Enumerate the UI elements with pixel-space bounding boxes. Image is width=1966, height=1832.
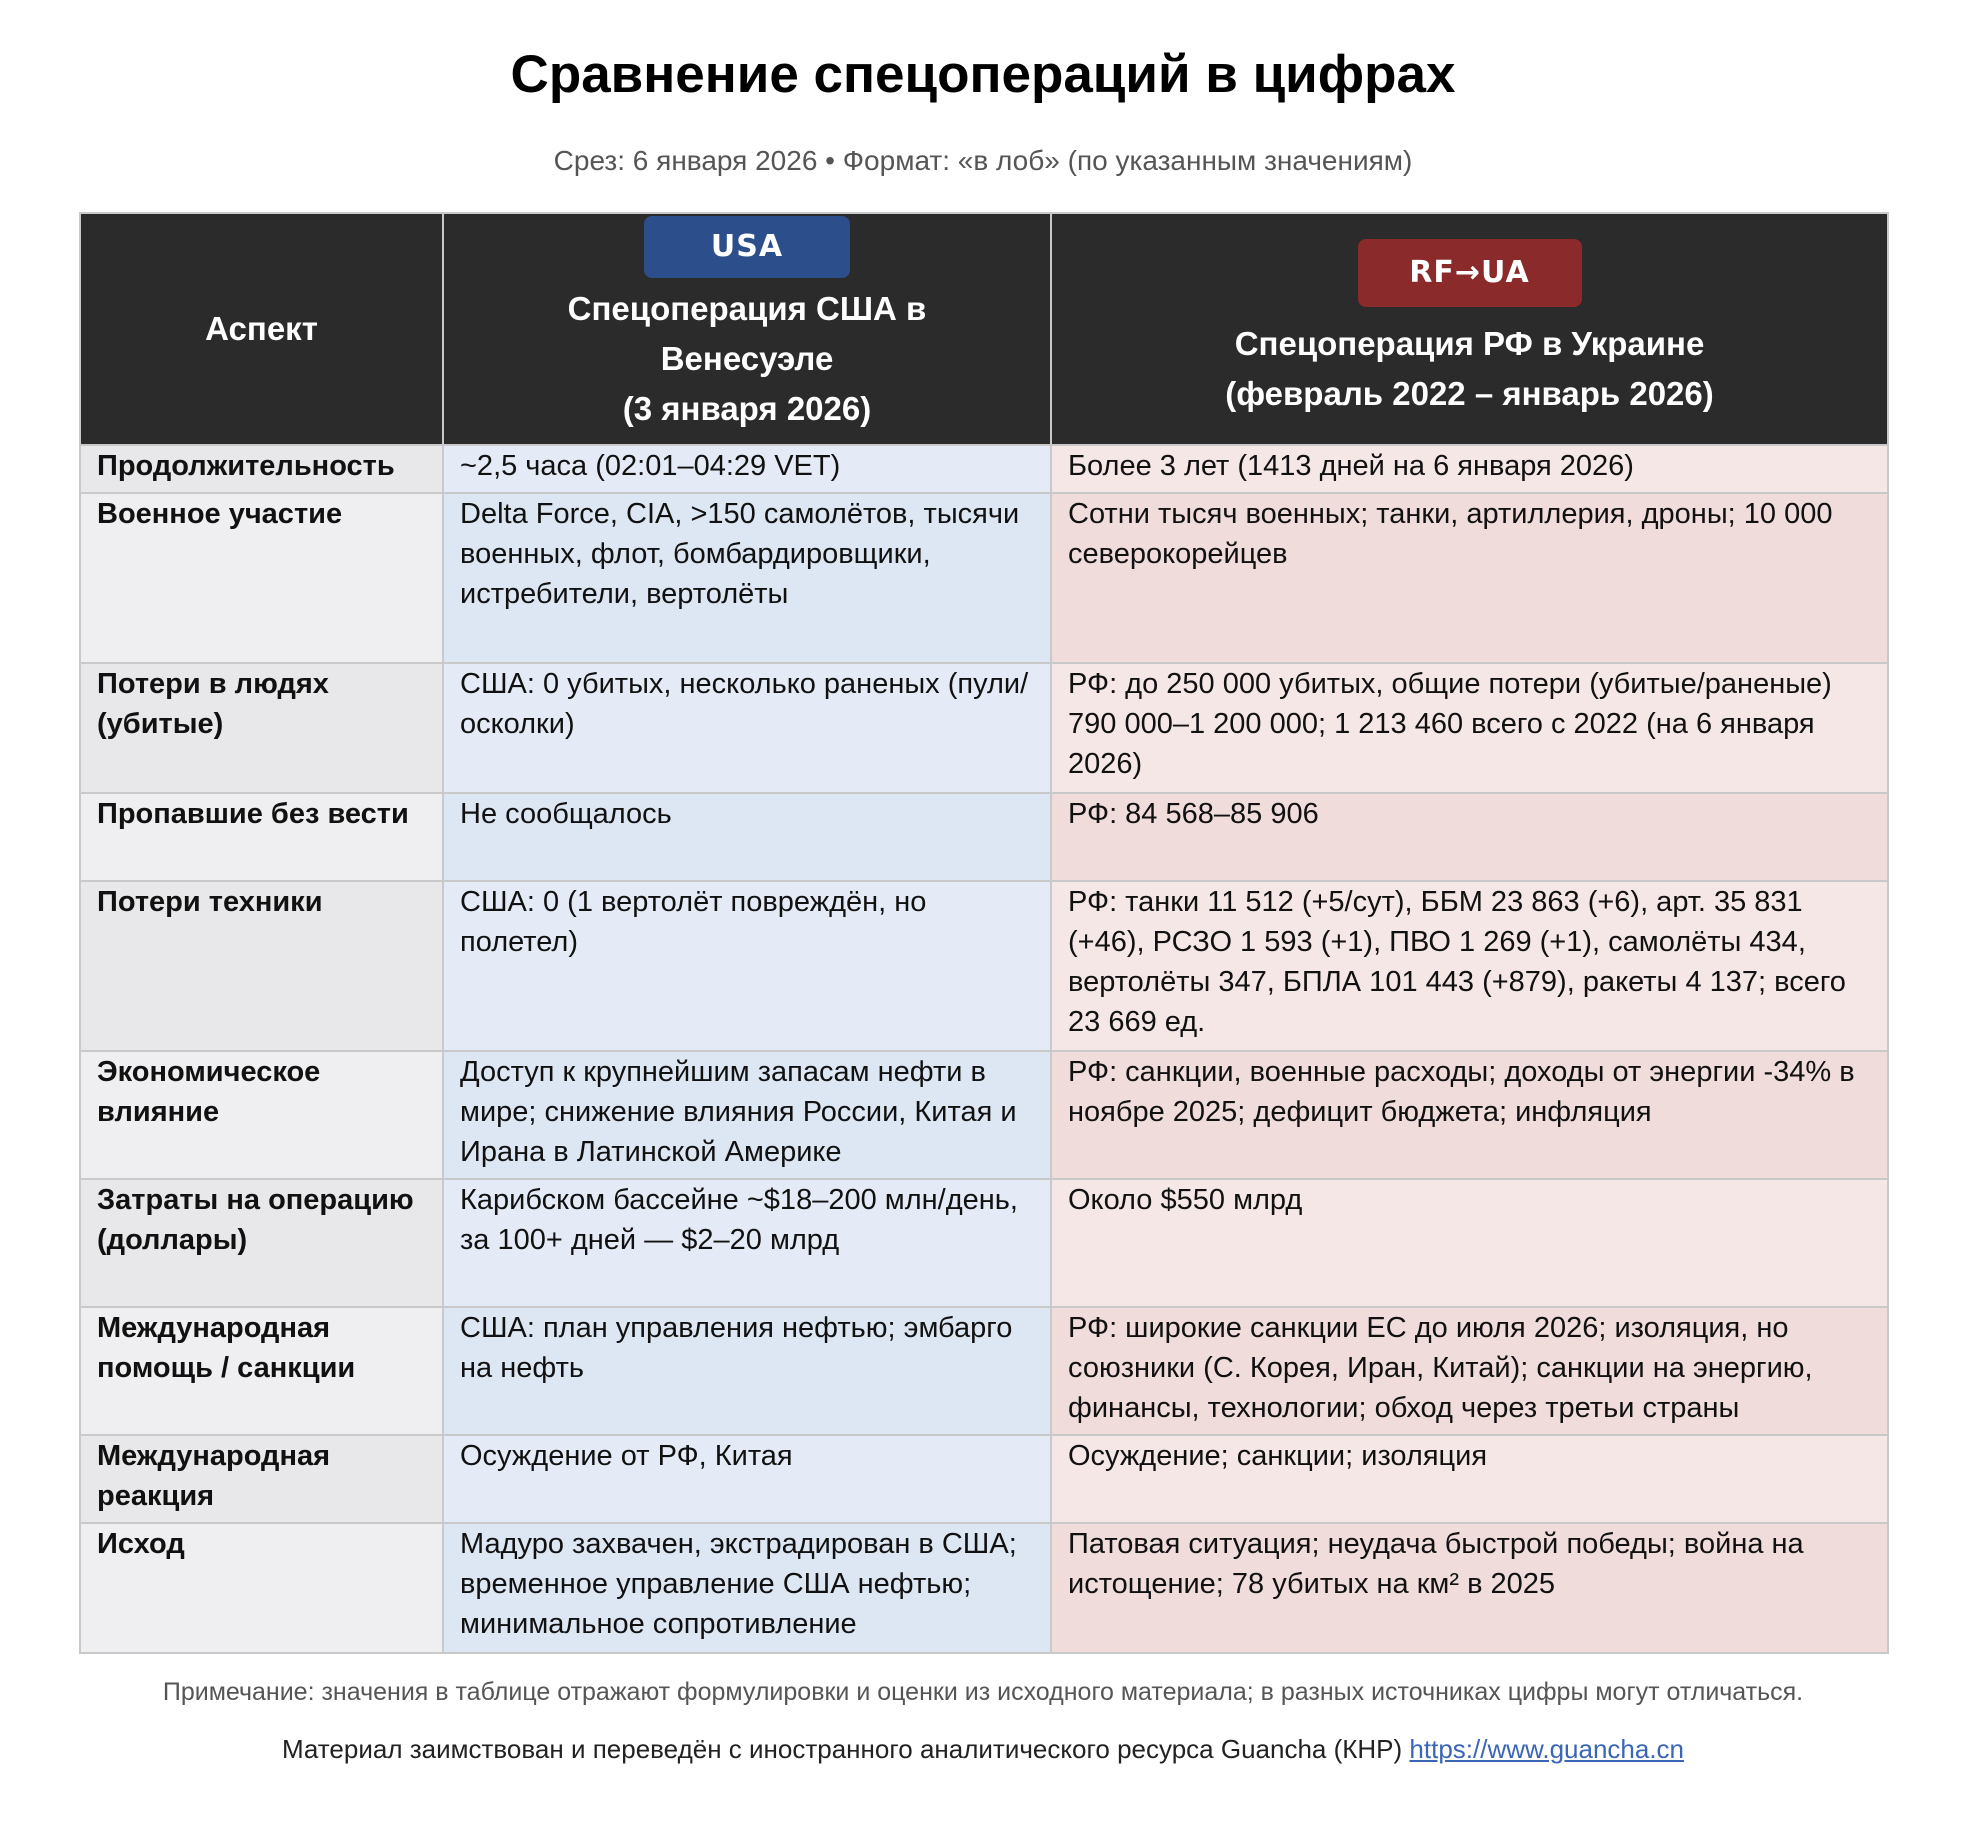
aspect-cell: Международная реакция (80, 1435, 443, 1523)
aspect-cell: Потери в людях (убитые) (80, 663, 443, 793)
usa-cell: Доступ к крупнейшим запасам нефти в мире; снижение влияния России, Китая и Ирана в Латинской Америке (443, 1051, 1051, 1179)
source-link[interactable]: https://www.guancha.cn (1409, 1734, 1685, 1764)
rf-title-line-2: (февраль 2022 – январь 2026) (1225, 375, 1714, 412)
header-usa (443, 213, 1051, 445)
usa-title-line-3: (3 января 2026) (622, 390, 872, 427)
usa-cell: США: 0 убитых, несколько раненых (пули/осколки) (443, 663, 1051, 793)
page-subtitle: Срез: 6 января 2026 • Формат: «в лоб» (по указанным значениям) (553, 145, 1413, 176)
aspect-cell: Исход (80, 1523, 443, 1653)
page-title: Сравнение спецопераций в цифрах (510, 45, 1456, 104)
rf-title-line-1: Спецоперация РФ в Украине (1234, 325, 1705, 362)
usa-cell: Карибском бассейне ~$18–200 млн/день, за 100+ дней — $2–20 млрд (443, 1179, 1051, 1307)
usa-cell: США: план управления нефтью; эмбарго на нефть (443, 1307, 1051, 1435)
aspect-cell: Международная помощь / санкции (80, 1307, 443, 1435)
rf-cell: РФ: танки 11 512 (+5/сут), ББМ 23 863 (+6), арт. 35 831 (+46), РСЗО 1 593 (+1), ПВО 1 269 (+1), самолёты 434, вертолёты 347, БПЛА 101 443 (+879), ракеты 4 137; всего 23 669 ед. (1051, 881, 1888, 1051)
usa-title-line-2: Венесуэле (660, 340, 834, 377)
comparison-table (79, 212, 1889, 1654)
rf-cell: Более 3 лет (1413 дней на 6 января 2026) (1051, 445, 1888, 493)
table-header-row (80, 213, 1888, 445)
header-rf (1051, 213, 1888, 445)
header-aspect (80, 213, 443, 445)
usa-cell: Не сообщалось (443, 793, 1051, 881)
aspect-cell: Затраты на операцию (доллары) (80, 1179, 443, 1307)
aspect-cell: Потери техники (80, 881, 443, 1051)
usa-badge: USA (644, 216, 850, 278)
usa-cell: Delta Force, CIA, >150 самолётов, тысячи военных, флот, бомбардировщики, истребители, вертолёты (443, 493, 1051, 663)
usa-cell: Мадуро захвачен, экстрадирован в США; временное управление США нефтью; минимальное сопротивление (443, 1523, 1051, 1653)
usa-title-line-1: Спецоперация США в (567, 290, 927, 327)
usa-cell: США: 0 (1 вертолёт повреждён, но полетел) (443, 881, 1051, 1051)
source-text: Материал заимствован и переведён с иностранного аналитического ресурса Guancha (КНР) (281, 1734, 1403, 1764)
rf-cell: РФ: широкие санкции ЕС до июля 2026; изоляция, но союзники (С. Корея, Иран, Китай); санкции на энергию, финансы, технологии; обход через третьи страны (1051, 1307, 1888, 1435)
rf-badge: RF→UA (1358, 239, 1582, 307)
aspect-cell: Военное участие (80, 493, 443, 663)
table-row (80, 1435, 1888, 1523)
source-attribution (0, 1731, 1966, 1767)
aspect-cell: Экономическое влияние (80, 1051, 443, 1179)
table-row (80, 1523, 1888, 1653)
rf-cell: Сотни тысяч военных; танки, артиллерия, дроны; 10 000 северокорейцев (1051, 493, 1888, 663)
table-row (80, 1179, 1888, 1307)
table-row (80, 793, 1888, 881)
usa-cell: ~2,5 часа (02:01–04:29 VET) (443, 445, 1051, 493)
table-row (80, 881, 1888, 1051)
rf-cell: РФ: 84 568–85 906 (1051, 793, 1888, 881)
rf-cell: Около $550 млрд (1051, 1179, 1888, 1307)
table-row (80, 663, 1888, 793)
table-row (80, 1307, 1888, 1435)
usa-cell: Осуждение от РФ, Китая (443, 1435, 1051, 1523)
rf-cell: РФ: до 250 000 убитых, общие потери (убитые/раненые) 790 000–1 200 000; 1 213 460 всего с 2022 (на 6 января 2026) (1051, 663, 1888, 793)
rf-cell: Патовая ситуация; неудача быстрой победы; война на истощение; 78 убитых на км² в 2025 (1051, 1523, 1888, 1653)
table-row (80, 1051, 1888, 1179)
aspect-cell: Пропавшие без вести (80, 793, 443, 881)
rf-cell: РФ: санкции, военные расходы; доходы от энергии -34% в ноябре 2025; дефицит бюджета; инфляция (1051, 1051, 1888, 1179)
header-aspect-label: Аспект (205, 310, 318, 347)
rf-cell: Осуждение; санкции; изоляция (1051, 1435, 1888, 1523)
table-row (80, 493, 1888, 663)
aspect-cell: Продолжительность (80, 445, 443, 493)
table-footnote: Примечание: значения в таблице отражают формулировки и оценки из исходного материала; в разных источниках цифры могут отличаться. (162, 1678, 1804, 1706)
table-row (80, 445, 1888, 493)
